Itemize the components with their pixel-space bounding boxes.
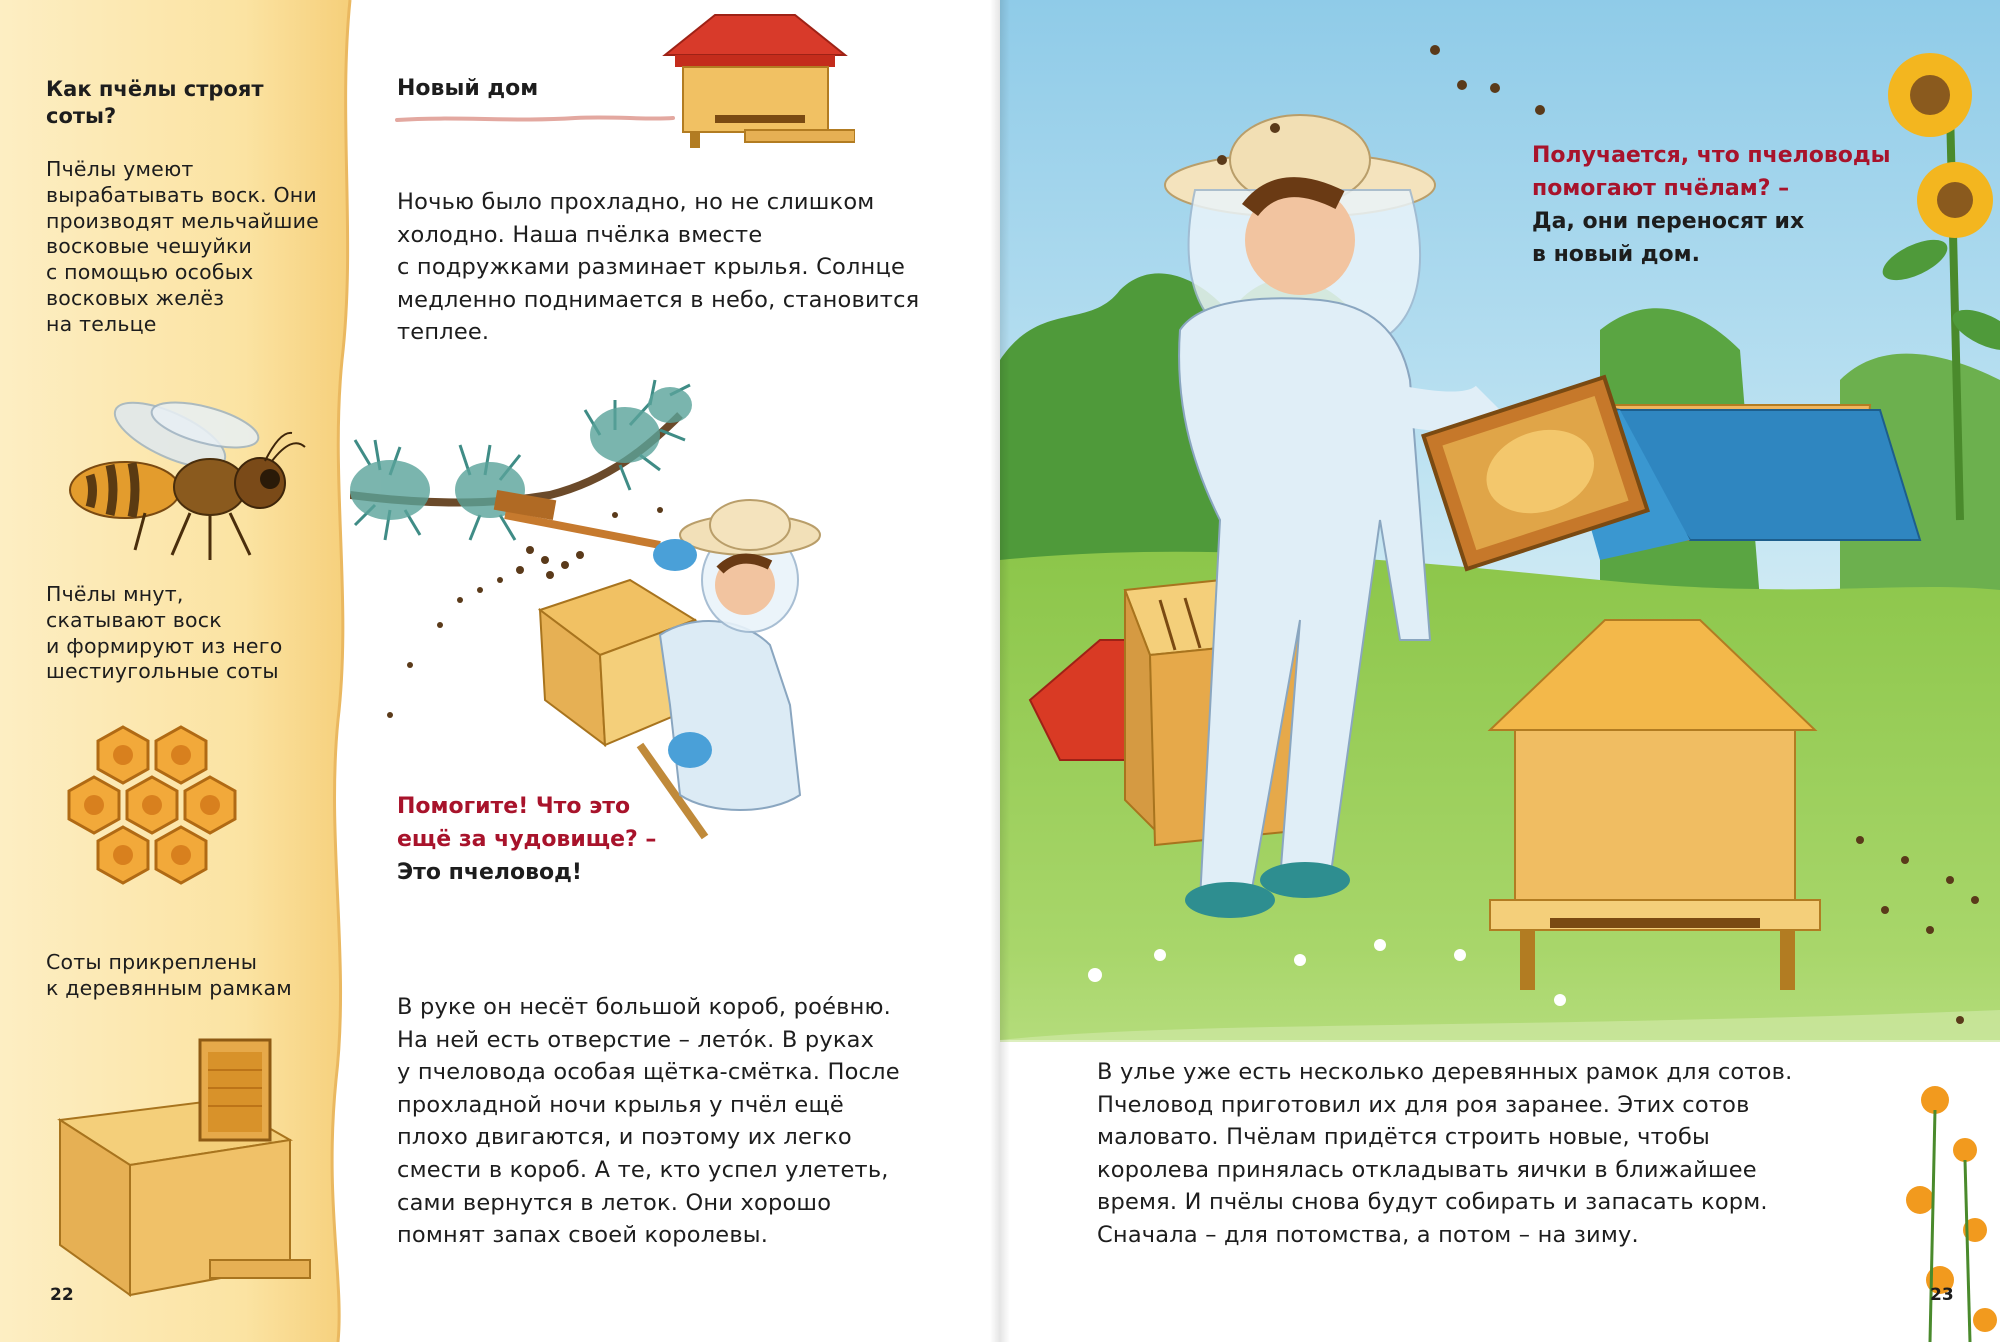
honeycomb-illustration — [48, 722, 268, 922]
section-heading: Новый дом — [397, 76, 539, 101]
text-line: плохо двигаются, и поэтому их легко — [397, 1124, 852, 1151]
hive-box-illustration — [50, 1030, 340, 1310]
text-line: Ночью было прохладно, но не слишком — [397, 189, 875, 215]
sidebar-line: производят мельчайшие — [46, 208, 319, 233]
text-line: Сначала – для потомства, а потом – на зиму. — [1097, 1221, 1639, 1248]
sidebar-text-frames — [46, 950, 292, 1002]
text-line: время. И пчёлы снова будут собирать и запасать корм. — [1097, 1189, 1768, 1216]
sidebar-line: шестиугольные соты — [46, 659, 279, 684]
sidebar-line: вырабатывать воск. Они — [46, 182, 317, 207]
text-line: у пчеловода особая щётка-смётка. После — [397, 1059, 900, 1086]
text-line: королева принялась откладывать яички в ближайшее — [1097, 1156, 1757, 1183]
page-number-left: 22 — [50, 1285, 74, 1305]
callout-answer: Да, они переносят их — [1532, 209, 1805, 234]
small-hive-illustration — [655, 10, 855, 150]
callout-question-line: помогают пчёлам? – — [1532, 176, 1790, 201]
paragraph-swarm-box — [397, 991, 900, 1252]
text-line: прохладной ночи крылья у пчёл ещё — [397, 1091, 844, 1118]
text-line: маловато. Пчёлам придётся строить новые, чтобы — [1097, 1124, 1710, 1151]
callout-answer: в новый дом. — [1532, 242, 1701, 267]
sidebar-text-knead — [46, 582, 282, 685]
text-line: сами вернутся в леток. Они хорошо — [397, 1189, 832, 1216]
text-line: холодно. Наша пчёлка вместе — [397, 221, 763, 248]
page-number-right: 23 — [1930, 1285, 1954, 1305]
text-line: смести в короб. А те, кто успел улететь, — [397, 1156, 889, 1183]
callout-question-line: ещё за чудовище? – — [397, 827, 657, 852]
sidebar-line: скатывают воск — [46, 607, 222, 632]
sidebar-title-text: Как пчёлы строят соты? — [46, 77, 264, 128]
callout-help-bees — [1532, 139, 1891, 271]
callout-question-line: Получается, что пчеловоды — [1532, 143, 1891, 168]
text-line: На ней есть отверстие – летóк. В руках — [397, 1026, 875, 1053]
callout-question-line: Помогите! Что это — [397, 794, 631, 819]
sidebar-line: восковые чешуйки — [46, 234, 253, 259]
sidebar-line: Пчёлы мнут, — [46, 582, 184, 606]
text-line: В руке он несёт большой короб, роéвню. — [397, 994, 891, 1020]
text-line: медленно поднимается в небо, становится — [397, 286, 920, 313]
sidebar-line: Пчёлы умеют — [46, 157, 194, 181]
sidebar-line: восковых желёз — [46, 285, 225, 310]
paragraph-frames — [1097, 1056, 1792, 1252]
text-line: Пчеловод приготовил их для роя заранее. Этих сотов — [1097, 1091, 1750, 1118]
text-line: с подружками разминает крылья. Солнце — [397, 254, 906, 281]
bee-illustration — [60, 395, 310, 565]
text-line: В улье уже есть несколько деревянных рамок для сотов. — [1097, 1059, 1793, 1085]
text-line: помнят запах своей королевы. — [397, 1222, 769, 1249]
sidebar-panel — [0, 0, 360, 1342]
sidebar-title — [46, 76, 276, 130]
sidebar-line: Соты прикреплены — [46, 950, 258, 974]
text-line: теплее. — [397, 319, 490, 346]
sidebar-line: к деревянным рамкам — [46, 975, 292, 1000]
book-gutter — [990, 0, 1010, 1342]
paragraph-night — [397, 186, 919, 349]
sidebar-line: с помощью особых — [46, 260, 254, 285]
heading-underline — [395, 112, 675, 126]
sidebar-line: и формируют из него — [46, 633, 283, 658]
callout-answer: Это пчеловод! — [397, 860, 582, 885]
sidebar-line: на тельце — [46, 311, 157, 336]
callout-help — [397, 790, 656, 889]
right-page — [1000, 0, 2000, 1342]
sidebar-text-wax — [46, 157, 319, 338]
